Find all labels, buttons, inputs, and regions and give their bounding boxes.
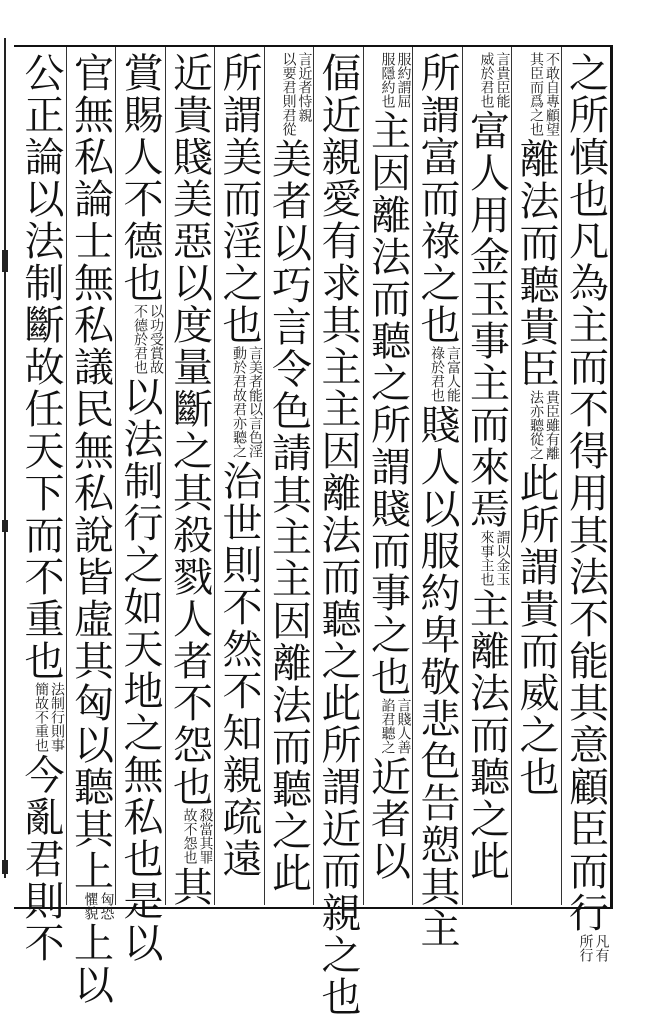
column-text: [215, 52, 263, 904]
column-text: [562, 52, 610, 962]
commentary-note: 謂以金玉 來事主也: [478, 530, 511, 586]
text-column: [67, 52, 115, 1006]
text-column: [512, 52, 560, 904]
commentary-note: 貴臣雖有離 法亦聽從之: [528, 390, 560, 460]
commentary-note: 言富人能 祿於君也: [429, 346, 461, 402]
main-text: 主離法而聽之此: [463, 588, 510, 882]
column-text: [364, 52, 412, 904]
main-text: 公正論以法制斷故任天下而不重也: [18, 52, 64, 682]
text-column: [364, 52, 412, 904]
column-divider: [264, 47, 265, 905]
column-text: [413, 52, 461, 950]
column-divider: [66, 47, 67, 905]
column-text: [166, 52, 214, 908]
column-divider: [214, 47, 215, 905]
main-text: 主因離法而聽之所謂賤而事之也: [364, 110, 411, 698]
text-column: [17, 52, 65, 964]
frame-right-border: [610, 45, 613, 909]
column-divider: [462, 47, 463, 905]
main-text: 上以: [67, 922, 114, 1006]
main-text: 近貴賤美惡以度量斷之其殺戮人者不怨也: [166, 52, 213, 808]
spine-mark: [2, 250, 8, 272]
commentary-note: 言賤人善 諂君聽之: [379, 698, 412, 754]
column-divider: [561, 47, 562, 905]
commentary-note: 殺當其罪 故不怨也: [181, 808, 214, 864]
column-text: [463, 52, 511, 904]
commentary-note: 言近者恃親 以要君則君從: [280, 52, 313, 136]
commentary-note: 服約謂屈 服隱約也: [379, 52, 412, 108]
main-text: 賤人以服約卑敬悲色告愬其主: [414, 404, 460, 950]
text-column: [314, 52, 362, 1018]
commentary-note: 法制行則事 簡故不重也: [33, 682, 65, 752]
text-column: [215, 52, 263, 904]
column-divider: [165, 47, 166, 905]
column-divider: [115, 47, 116, 905]
column-divider: [511, 47, 512, 905]
commentary-note: 言美者能以言色淫 動於君故君亦聽之: [231, 346, 263, 458]
main-text: 賞賜人不德也: [117, 52, 163, 304]
commentary-note: 言貴臣能 威於君也: [478, 52, 511, 108]
main-text: 之所慎也凡為主而不得用其法不能其意顧臣而行: [562, 52, 609, 934]
column-divider: [412, 47, 413, 905]
main-text: 所謂富而祿之也: [414, 52, 460, 346]
column-text: [116, 52, 164, 964]
main-text: 近者以: [364, 756, 411, 882]
main-text: 今亂君則不: [18, 754, 64, 964]
main-text: 離法而聽貴臣: [513, 138, 559, 390]
text-column: [166, 52, 214, 908]
column-divider: [313, 47, 314, 905]
spine-mark: [2, 860, 8, 874]
commentary-note: 不敢自專顧望 其臣而爲之也: [528, 52, 560, 136]
column-text: [67, 52, 115, 1006]
commentary-note: 凡有 所行: [577, 934, 610, 962]
main-text: 偪近親愛有求其主主因離法而聽之此所謂近而親之也: [315, 52, 361, 1018]
commentary-note: 以功受賞故 不德於君也: [132, 304, 164, 374]
main-text: 其: [166, 866, 213, 908]
text-column: [116, 52, 164, 964]
spine-mark: [2, 520, 8, 532]
column-text: [512, 52, 560, 904]
text-column: [413, 52, 461, 950]
main-text: 富人用金玉事主而來焉: [463, 110, 510, 530]
main-text: 此所謂貴而威之也: [513, 462, 559, 798]
column-text: [17, 52, 65, 964]
main-text: 所謂美而淫之也: [216, 52, 262, 346]
column-divider: [363, 47, 364, 905]
column-text: [314, 52, 362, 1018]
binding-spine: [4, 38, 6, 878]
main-text: 治世則不然不知親疏遠: [216, 460, 262, 880]
main-text: 以法制行之如天地之無私也是以: [117, 376, 163, 964]
commentary-note: 匈恐 懼貌: [82, 892, 115, 920]
main-text: 官無私論士無私議民無私說皆虛其匈以聽其上: [67, 52, 114, 892]
text-column: [265, 52, 313, 904]
main-text: 美者以巧言令色請其主主因離法而聽之此: [265, 138, 312, 894]
text-column: [562, 52, 610, 962]
text-column: [463, 52, 511, 904]
column-text: [265, 52, 313, 904]
